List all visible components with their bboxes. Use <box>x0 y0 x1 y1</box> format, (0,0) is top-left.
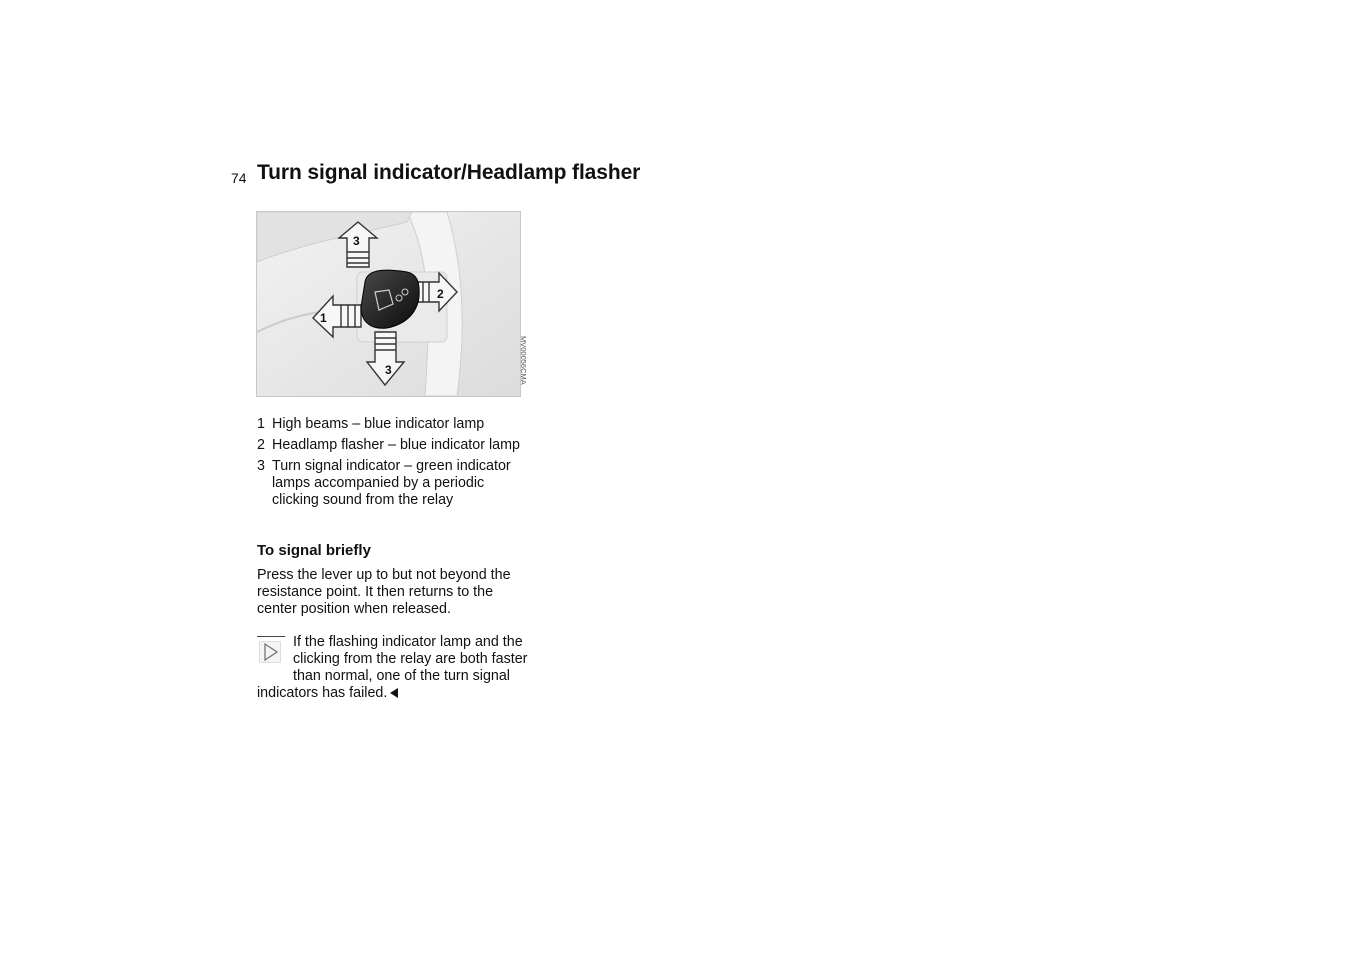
arrow-label-left: 1 <box>320 311 327 325</box>
note-play-icon <box>257 636 285 669</box>
arrow-label-up: 3 <box>353 234 360 248</box>
legend-text: Turn signal indicator – green indicator lamps accompanied by a periodic clicking sound from the relay <box>272 458 511 508</box>
legend-list <box>257 416 532 513</box>
legend-item <box>257 416 532 433</box>
svg-text:MV00056CMA: MV00056CMA <box>519 336 528 385</box>
arrow-label-right: 2 <box>437 287 444 301</box>
legend-text: High beams – blue indicator lamp <box>272 416 485 432</box>
section-heading: To signal briefly <box>257 542 371 559</box>
arrow-label-down: 3 <box>385 363 392 377</box>
section-body: Press the lever up to but not beyond the resistance point. It then returns to the center position when released. <box>257 567 511 617</box>
legend-number: 1 <box>257 416 265 432</box>
legend-item <box>257 437 532 454</box>
figure-code <box>518 336 530 396</box>
turn-signal-lever-illustration <box>256 211 521 397</box>
legend-number: 3 <box>257 458 265 474</box>
note-text: If the flashing indicator lamp and the clicking from the relay are both faster than normal, one of the turn signal indicators has failed. <box>257 634 528 701</box>
page-number: 74 <box>231 170 247 186</box>
page-title: Turn signal indicator/Headlamp flasher <box>257 161 641 184</box>
legend-item <box>257 458 532 509</box>
end-mark-icon <box>390 688 398 698</box>
legend-number: 2 <box>257 437 265 453</box>
note-block <box>257 634 529 702</box>
legend-text: Headlamp flasher – blue indicator lamp <box>272 437 520 453</box>
